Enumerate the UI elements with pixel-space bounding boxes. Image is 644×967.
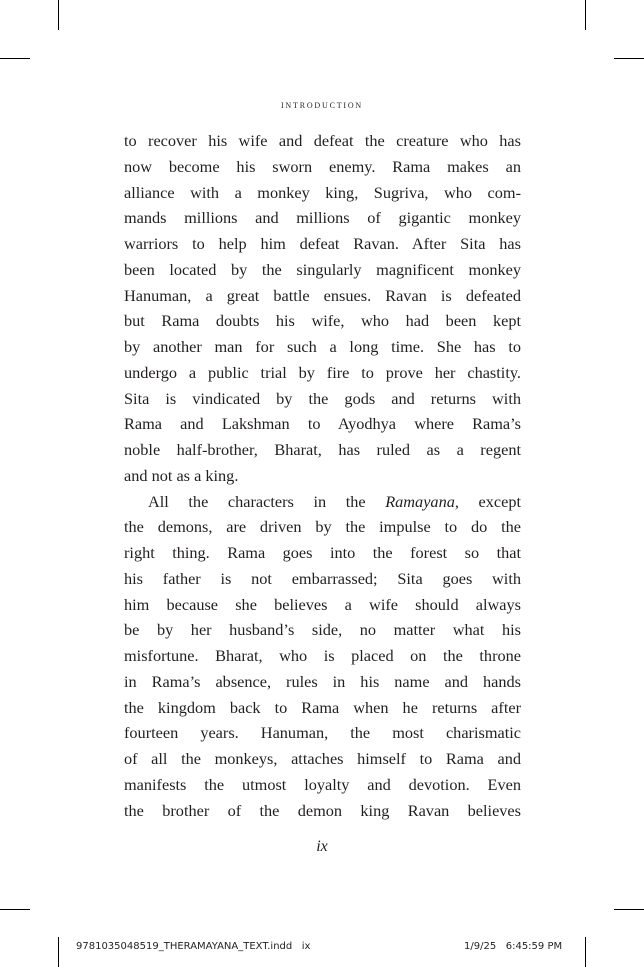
text-line: mands millions and millions of gigantic monkey [124,208,521,228]
paragraph-1 [124,128,521,489]
crop-mark-right-upper [614,58,644,59]
text-line: the brother of the demon king Ravan believes [124,800,521,820]
text-line: of all the monkeys, attaches himself to Rama and [124,749,521,768]
crop-mark-top-left [58,0,59,30]
crop-mark-left-lower [0,909,30,910]
slug-date: 1/9/25 6:45:59 PM [464,941,563,952]
text-line: manifests the utmost loyalty and devotion. Even [124,774,521,794]
text-line: by another man for such a long time. She has to [124,337,521,356]
text-line: and not as a king. [124,465,239,485]
text-line: to recover his wife and defeat the creature who has [124,131,521,150]
text-line: be by her husband’s side, no matter what his [124,620,521,640]
text-line: his father is not embarrassed; Sita goes with [124,568,521,588]
crop-mark-top-right [585,0,586,30]
text-line: Sita is vindicated by the gods and returns with [124,388,521,408]
text-line: noble half-brother, Bharat, has ruled as a regent [124,440,521,459]
text-line: the demons, are driven by the impulse to do the [124,517,521,537]
text-line: in Rama’s absence, rules in his name and hands [124,671,521,691]
text-line: right thing. Rama goes into the forest so that [124,543,521,562]
page-number: ix [316,838,328,855]
crop-mark-bottom-left [58,937,59,967]
text-line: Hanuman, a great battle ensues. Ravan is defeated [124,285,521,305]
text-line: alliance with a monkey king, Sugriva, who com- [124,182,521,202]
text-line: the kingdom back to Rama when he returns after [124,697,521,717]
crop-mark-bottom-right [585,937,586,967]
book-title: Ramayana [385,491,455,511]
paragraph-2 [124,489,521,824]
text-line: fourteen years. Hanuman, the most charismatic [124,723,521,743]
running-head: introduction [280,97,364,111]
text-line: Rama and Lakshman to Ayodhya where Rama’s [124,414,521,434]
text-line: All the characters in the Ramayana, except [148,491,522,511]
text-line: him because she believes a wife should always [124,594,521,614]
text-line: warriors to help him defeat Ravan. After Sita has [124,234,521,253]
text-line: undergo a public trial by fire to prove her chastity. [124,362,521,382]
text-line: been located by the singularly magnificent monkey [124,259,521,279]
body-text [124,128,521,823]
crop-mark-right-lower [614,909,644,910]
crop-mark-left-upper [0,58,30,59]
text-line: misfortune. Bharat, who is placed on the throne [124,646,521,665]
slug-file: 9781035048519_THERAMAYANA_TEXT.indd ix [76,941,311,952]
text-line: now become his sworn enemy. Rama makes an [124,156,521,176]
text-line: but Rama doubts his wife, who had been kept [124,311,521,331]
